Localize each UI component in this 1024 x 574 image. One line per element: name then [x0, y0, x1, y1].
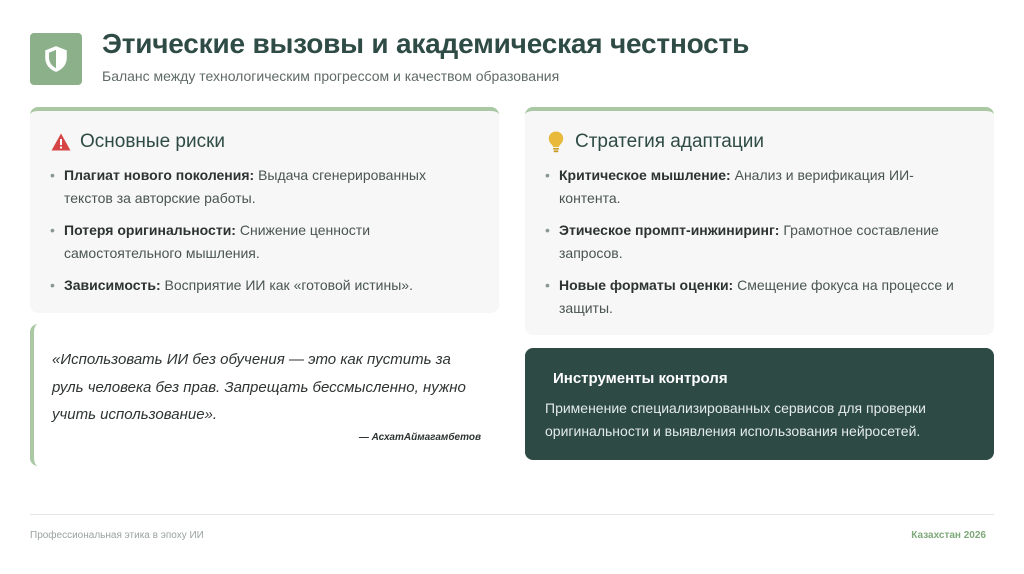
risks-title: Основные риски — [80, 131, 226, 152]
footer-left: Профессиональная этика в эпоху ИИ — [30, 530, 204, 541]
list-item — [50, 219, 469, 265]
tools-text: Применение специализированных сервисов для проверки оригинальности и выявления использования нейросетей. — [545, 400, 926, 439]
list-item-term: Критическое мышление: — [559, 167, 731, 183]
list-item — [545, 164, 964, 210]
list-item-term: Плагиат нового поколения: — [64, 167, 255, 183]
risks-card — [30, 107, 499, 313]
list-item-text: Выдача сгенерированных текстов за авторские работы. — [64, 167, 426, 206]
list-item-term: Этическое промпт-инжиниринг: — [559, 222, 780, 238]
strategy-card — [525, 107, 994, 335]
list-item — [545, 219, 964, 265]
list-item-text: Восприятие ИИ как «готовой истины». — [160, 277, 413, 293]
app-logo — [30, 33, 82, 85]
quote-text: «Использовать ИИ без обучения — это как пустить за руль человека без прав. Запрещать бессмысленно, нужно учить использование». — [52, 351, 466, 423]
list-item — [50, 274, 469, 297]
strategy-header — [545, 131, 764, 153]
risks-list — [50, 164, 469, 306]
list-item — [545, 274, 964, 320]
quote-author: — АсхатАймагамбетов — [358, 432, 481, 443]
list-item — [50, 164, 469, 210]
lightbulb-icon — [545, 131, 567, 153]
list-item-term: Новые форматы оценки: — [559, 277, 734, 293]
list-item-text: Грамотное составление запросов. — [559, 222, 939, 261]
strategy-title: Стратегия адаптации — [575, 131, 764, 152]
list-item-term: Потеря оригинальности: — [64, 222, 236, 238]
tools-panel — [525, 348, 994, 460]
list-item-text: Снижение ценности самостоятельного мышления. — [64, 222, 371, 261]
footer-divider — [30, 514, 994, 515]
page-subtitle: Баланс между технологическим прогрессом и качеством образования — [102, 68, 560, 84]
risks-header — [50, 131, 225, 153]
quote-block — [30, 324, 499, 466]
shield-icon — [43, 45, 69, 73]
tools-title: Инструменты контроля — [553, 370, 728, 387]
list-item-text: Анализ и верификация ИИ-контента. — [559, 167, 914, 206]
warning-icon — [50, 131, 72, 153]
strategy-list — [545, 164, 964, 329]
list-item-term: Зависимость: — [64, 277, 161, 293]
list-item-text: Смещение фокуса на процессе и защиты. — [559, 277, 954, 316]
footer-right: Казахстан 2026 — [911, 530, 986, 541]
page-title: Этические вызовы и академическая честность — [102, 28, 750, 59]
